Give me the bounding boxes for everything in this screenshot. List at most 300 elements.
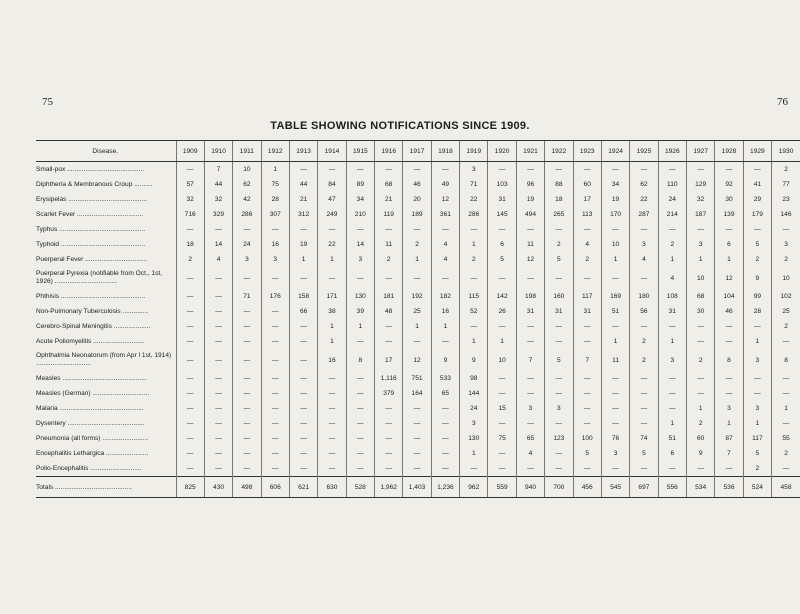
table-cell: — (715, 162, 743, 178)
table-cell: — (573, 162, 601, 178)
totals-cell: 556 (658, 477, 686, 498)
table-cell: — (204, 334, 232, 349)
table-cell: 41 (743, 177, 771, 192)
table-cell: — (289, 416, 317, 431)
table-cell: 1 (318, 334, 346, 349)
table-cell: 2 (743, 252, 771, 267)
table-row (36, 237, 800, 252)
table-cell: 16 (261, 237, 289, 252)
table-cell: 1 (772, 401, 800, 416)
table-cell: — (176, 334, 204, 349)
table-cell: 3 (233, 252, 261, 267)
table-cell: — (375, 319, 403, 334)
table-cell: 1 (403, 252, 431, 267)
table-cell: 16 (431, 304, 459, 319)
table-cell: — (573, 334, 601, 349)
table-cell: 130 (346, 289, 374, 304)
table-cell: — (346, 416, 374, 431)
table-cell: — (176, 289, 204, 304)
totals-row (36, 477, 800, 498)
totals-cell: 528 (346, 477, 374, 498)
table-cell: — (318, 386, 346, 401)
table-cell: 56 (630, 304, 658, 319)
table-cell: — (545, 162, 573, 178)
table-row (36, 267, 800, 289)
table-cell: — (488, 446, 516, 461)
table-cell: 2 (375, 252, 403, 267)
table-cell: — (176, 386, 204, 401)
table-cell: 144 (460, 386, 488, 401)
table-cell: — (431, 401, 459, 416)
header-disease: Disease. (36, 141, 176, 162)
table-cell: 103 (488, 177, 516, 192)
table-cell: — (658, 319, 686, 334)
table-cell: — (686, 222, 714, 237)
table-cell: — (176, 431, 204, 446)
disease-name: Measles .............................................. (36, 374, 147, 382)
table-cell: 4 (573, 237, 601, 252)
table-cell: — (289, 431, 317, 446)
totals-cell: 559 (488, 477, 516, 498)
header-year: 1910 (204, 141, 232, 162)
table-cell: — (601, 267, 629, 289)
table-cell: — (403, 334, 431, 349)
table-cell: — (686, 386, 714, 401)
header-year: 1914 (318, 141, 346, 162)
table-cell: — (375, 431, 403, 446)
table-cell: — (743, 386, 771, 401)
table-cell: 46 (715, 304, 743, 319)
table-cell: — (658, 222, 686, 237)
table-cell: 31 (545, 304, 573, 319)
table-cell: — (233, 446, 261, 461)
table-cell: 1 (261, 162, 289, 178)
table-cell: — (488, 267, 516, 289)
table-cell: 26 (488, 304, 516, 319)
table-row (36, 207, 800, 222)
table-cell: 210 (346, 207, 374, 222)
table-cell: — (176, 461, 204, 477)
table-cell: — (346, 162, 374, 178)
table-cell: 24 (233, 237, 261, 252)
totals-cell: 940 (516, 477, 544, 498)
table-cell: 179 (743, 207, 771, 222)
table-cell: 21 (289, 192, 317, 207)
table-cell: — (204, 319, 232, 334)
table-cell: — (318, 267, 346, 289)
table-cell: 24 (658, 192, 686, 207)
header-year: 1918 (431, 141, 459, 162)
table-cell: — (460, 461, 488, 477)
table-cell: 31 (573, 304, 601, 319)
table-cell: — (545, 386, 573, 401)
table-cell: — (403, 267, 431, 289)
table-cell: — (289, 446, 317, 461)
table-cell: — (601, 222, 629, 237)
table-cell: — (601, 371, 629, 386)
table-cell: — (431, 431, 459, 446)
table-cell: 146 (772, 207, 800, 222)
table-cell: — (318, 401, 346, 416)
table-cell: 51 (601, 304, 629, 319)
table-cell: — (204, 401, 232, 416)
table-cell: — (375, 334, 403, 349)
table-cell: 48 (375, 304, 403, 319)
table-cell: — (261, 334, 289, 349)
table-cell: 5 (488, 252, 516, 267)
table-cell: 30 (715, 192, 743, 207)
table-cell: 1 (460, 334, 488, 349)
table-row (36, 252, 800, 267)
totals-cell: 1,236 (431, 477, 459, 498)
table-cell: — (289, 461, 317, 477)
totals-cell: 962 (460, 477, 488, 498)
table-cell: — (516, 386, 544, 401)
table-cell: 1 (715, 252, 743, 267)
table-cell: — (431, 416, 459, 431)
table-cell: 42 (233, 192, 261, 207)
table-cell: — (375, 416, 403, 431)
table-cell: — (204, 267, 232, 289)
table-cell: 129 (686, 177, 714, 192)
table-cell: — (573, 416, 601, 431)
table-cell: — (601, 416, 629, 431)
table-cell: — (346, 401, 374, 416)
table-cell: 1 (601, 334, 629, 349)
table-cell: 77 (772, 177, 800, 192)
table-cell: 34 (346, 192, 374, 207)
table-cell: 2 (176, 252, 204, 267)
table-cell: 29 (743, 192, 771, 207)
disease-name: Erysipelas ........................................... (36, 195, 148, 203)
table-cell: 158 (289, 289, 317, 304)
table-cell: 16 (318, 349, 346, 371)
table-cell: — (176, 349, 204, 371)
table-cell: — (403, 222, 431, 237)
table-cell: 92 (715, 177, 743, 192)
table-cell: — (176, 446, 204, 461)
table-cell: 176 (261, 289, 289, 304)
table-cell: 19 (289, 237, 317, 252)
table-cell: 1 (403, 319, 431, 334)
table-cell: — (516, 371, 544, 386)
table-cell: 12 (516, 252, 544, 267)
table-row (36, 319, 800, 334)
table-cell: 3 (261, 252, 289, 267)
table-cell: 180 (630, 289, 658, 304)
table-cell: 145 (488, 207, 516, 222)
table-cell: 287 (630, 207, 658, 222)
table-cell: — (176, 304, 204, 319)
table-cell: — (630, 416, 658, 431)
table-cell: 5 (545, 349, 573, 371)
table-cell: — (204, 416, 232, 431)
table-cell: — (289, 334, 317, 349)
table-cell: — (204, 461, 232, 477)
table-cell: — (516, 461, 544, 477)
table-cell: 84 (318, 177, 346, 192)
table-cell: 99 (743, 289, 771, 304)
table-cell: — (318, 461, 346, 477)
table-cell: 2 (630, 349, 658, 371)
table-cell: 3 (630, 237, 658, 252)
table-row (36, 461, 800, 477)
table-cell: 31 (658, 304, 686, 319)
table-cell: — (176, 267, 204, 289)
header-year: 1919 (460, 141, 488, 162)
table-cell: — (261, 461, 289, 477)
table-cell: — (772, 386, 800, 401)
table-cell: — (403, 431, 431, 446)
table-cell: 10 (233, 162, 261, 178)
header-year: 1921 (516, 141, 544, 162)
table-cell: 2 (403, 237, 431, 252)
table-cell: — (233, 416, 261, 431)
table-cell: — (289, 267, 317, 289)
table-cell: — (403, 461, 431, 477)
table-cell: 8 (346, 349, 374, 371)
table-cell: 2 (772, 162, 800, 178)
totals-cell: 697 (630, 477, 658, 498)
table-cell: — (289, 162, 317, 178)
table-cell: — (715, 461, 743, 477)
table-cell: 2 (573, 252, 601, 267)
table-cell: — (375, 401, 403, 416)
table-cell: — (233, 222, 261, 237)
table-cell: — (204, 222, 232, 237)
table-cell: 68 (375, 177, 403, 192)
table-cell: — (488, 371, 516, 386)
table-cell: 32 (686, 192, 714, 207)
table-cell: — (488, 222, 516, 237)
table-cell: 3 (346, 252, 374, 267)
table-cell: — (233, 267, 261, 289)
table-cell: 1 (658, 252, 686, 267)
table-cell: 9 (460, 349, 488, 371)
disease-name: Typhoid .............................................. (36, 240, 146, 248)
table-cell: 4 (431, 252, 459, 267)
totals-cell: 700 (545, 477, 573, 498)
table-cell: 89 (346, 177, 374, 192)
header-year: 1917 (403, 141, 431, 162)
totals-cell: 1,403 (403, 477, 431, 498)
table-cell: 96 (516, 177, 544, 192)
table-cell: 3 (743, 401, 771, 416)
disease-name: Malaria .............................................. (36, 404, 144, 412)
table-cell: 170 (601, 207, 629, 222)
table-cell: — (375, 446, 403, 461)
table-cell: 49 (431, 177, 459, 192)
table-cell: 57 (176, 177, 204, 192)
table-cell: 65 (516, 431, 544, 446)
table-cell: 171 (318, 289, 346, 304)
table-cell: — (658, 371, 686, 386)
totals-cell: 536 (715, 477, 743, 498)
table-cell: — (233, 461, 261, 477)
table-cell: 286 (233, 207, 261, 222)
page-number-left: 75 (42, 96, 53, 108)
table-cell: — (176, 222, 204, 237)
table-cell: — (772, 416, 800, 431)
table-cell: 5 (630, 446, 658, 461)
table-cell: 1 (318, 319, 346, 334)
table-cell: — (289, 371, 317, 386)
table-cell: 38 (318, 304, 346, 319)
table-cell: — (601, 162, 629, 178)
table-cell: — (233, 304, 261, 319)
table-cell: — (516, 334, 544, 349)
disease-name: Acute Poliomyelitis ............................ (36, 337, 145, 345)
table-cell: 17 (573, 192, 601, 207)
table-cell: — (630, 371, 658, 386)
table-cell: 160 (545, 289, 573, 304)
table-cell: 361 (431, 207, 459, 222)
table-cell: 12 (403, 349, 431, 371)
table-cell: — (488, 386, 516, 401)
table-cell: — (630, 162, 658, 178)
table-cell: — (204, 371, 232, 386)
table-cell: — (715, 222, 743, 237)
table-cell: 3 (686, 237, 714, 252)
table-cell: — (176, 162, 204, 178)
table-row (36, 192, 800, 207)
table-cell: 182 (431, 289, 459, 304)
table-row (36, 386, 800, 401)
table-cell: — (431, 461, 459, 477)
table-cell: — (233, 431, 261, 446)
table-cell: 8 (715, 349, 743, 371)
table-cell: — (686, 334, 714, 349)
table-row (36, 289, 800, 304)
table-cell: — (204, 431, 232, 446)
table-cell: — (346, 431, 374, 446)
table-cell: — (488, 319, 516, 334)
disease-name: Polio-Encephalitis ............................ (36, 464, 142, 472)
table-cell: — (318, 416, 346, 431)
table-cell: 10 (488, 349, 516, 371)
table-cell: 2 (686, 416, 714, 431)
header-year: 1927 (686, 141, 714, 162)
table-cell: 2 (772, 252, 800, 267)
table-cell: 71 (233, 289, 261, 304)
table-cell: — (545, 416, 573, 431)
totals-cell: 621 (289, 477, 317, 498)
table-cell: — (658, 386, 686, 401)
table-cell: 51 (658, 431, 686, 446)
table-cell: 18 (545, 192, 573, 207)
table-cell: — (289, 386, 317, 401)
table-cell: 23 (772, 192, 800, 207)
table-cell: 2 (686, 349, 714, 371)
disease-name: Typhus ............................................... (36, 225, 146, 233)
table-cell: — (573, 319, 601, 334)
table-cell: — (686, 461, 714, 477)
table-cell: 7 (573, 349, 601, 371)
table-cell: 10 (772, 267, 800, 289)
totals-cell: 534 (686, 477, 714, 498)
table-cell: — (545, 371, 573, 386)
table-cell: 1 (686, 401, 714, 416)
table-cell: — (658, 401, 686, 416)
header-year: 1923 (573, 141, 601, 162)
table-cell: — (346, 334, 374, 349)
table-cell: — (545, 267, 573, 289)
table-cell: 88 (545, 177, 573, 192)
table-cell: 3 (658, 349, 686, 371)
table-cell: — (176, 416, 204, 431)
table-cell: 18 (176, 237, 204, 252)
table-cell: 130 (460, 431, 488, 446)
disease-name: Small-pox .......................................... (36, 165, 145, 173)
table-cell: 87 (715, 431, 743, 446)
table-cell: 1 (289, 252, 317, 267)
table-cell: — (686, 371, 714, 386)
table-cell: — (289, 319, 317, 334)
table-cell: — (346, 371, 374, 386)
header-year: 1924 (601, 141, 629, 162)
table-cell: — (318, 446, 346, 461)
table-cell: — (630, 222, 658, 237)
table-cell: — (460, 222, 488, 237)
table-cell: 1 (318, 252, 346, 267)
table-cell: 5 (573, 446, 601, 461)
totals-label: Totals .......................................... (36, 477, 176, 498)
table-cell: — (488, 416, 516, 431)
table-cell: 5 (545, 252, 573, 267)
header-year: 1920 (488, 141, 516, 162)
table-cell: 5 (743, 446, 771, 461)
table-cell: 3 (715, 401, 743, 416)
totals-cell: 825 (176, 477, 204, 498)
table-cell: 60 (573, 177, 601, 192)
table-cell: 1 (488, 334, 516, 349)
table-cell: 1 (431, 319, 459, 334)
table-cell: — (375, 461, 403, 477)
disease-name: Pneumonia (all forms) ......................... (36, 434, 149, 442)
table-cell: 39 (346, 304, 374, 319)
table-cell: — (630, 461, 658, 477)
table-cell: — (772, 222, 800, 237)
page-number-right: 76 (777, 96, 788, 108)
header-year: 1928 (715, 141, 743, 162)
table-cell: 15 (488, 401, 516, 416)
table-cell: — (261, 222, 289, 237)
disease-name: Measles (German) ............................... (36, 389, 150, 397)
disease-name: Ophthalmia Neonatorum (from Apr l 1st, 1914) .............................. (36, 352, 172, 367)
table-cell: 164 (403, 386, 431, 401)
table-row (36, 416, 800, 431)
table-row (36, 162, 800, 178)
table-cell: 32 (176, 192, 204, 207)
table-cell: — (488, 461, 516, 477)
table-row (36, 431, 800, 446)
table-cell: 7 (516, 349, 544, 371)
totals-cell: 545 (601, 477, 629, 498)
table-cell: — (516, 319, 544, 334)
table-cell: 181 (375, 289, 403, 304)
table-cell: 192 (403, 289, 431, 304)
disease-name: Cerebro-Spinal Meningitis .................... (36, 322, 151, 330)
table-cell: 55 (772, 431, 800, 446)
table-cell: — (743, 222, 771, 237)
disease-name: Encephalitis Lethargica ....................... (36, 449, 149, 457)
table-cell: 6 (715, 237, 743, 252)
table-cell: — (204, 446, 232, 461)
header-year: 1911 (233, 141, 261, 162)
disease-name: Scarlet Fever .................................... (36, 210, 143, 218)
table-cell: 68 (686, 289, 714, 304)
table-cell: — (488, 162, 516, 178)
